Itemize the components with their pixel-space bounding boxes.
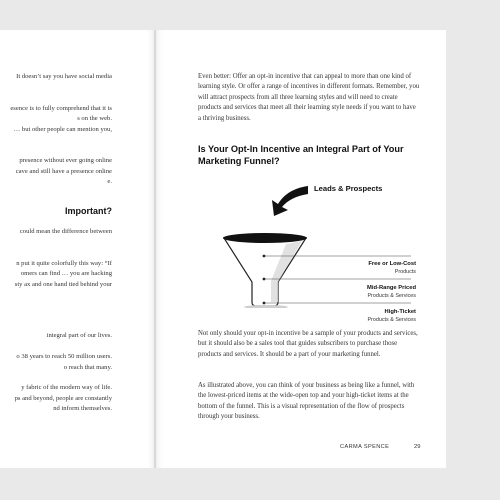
curved-arrow-icon <box>272 186 308 216</box>
funnel-opening <box>223 233 307 243</box>
paragraph-funnel-explanation <box>198 381 420 423</box>
funnel-shadow <box>244 305 288 308</box>
left-line: … but other people can mention you, <box>13 126 112 133</box>
left-page <box>0 30 154 468</box>
left-line: nd inform themselves. <box>53 405 112 412</box>
tier-label-free <box>368 261 416 276</box>
paragraph-text: As illustrated above, you can think of your business as being like a funnel, with the lowest-priced items at the wide-open top and your high-ticket items at the bottom of the funnel. This is a visual representation of the flow of prospects through your business. <box>198 382 415 421</box>
left-heading: Important? <box>65 206 112 216</box>
tier-title: Free or Low-Cost <box>368 261 416 267</box>
footer-author: CARMA SPENCE <box>340 444 390 450</box>
page-number: 29 <box>414 444 421 450</box>
left-line: esence is to fully comprehend that it is <box>10 105 112 112</box>
funnel-title: Leads & Prospects <box>314 184 383 193</box>
tier-subtitle: Products <box>394 268 416 275</box>
paragraph-text: Not only should your opt-in incentive be a sample of your products and services, but it should also be a sales tool that guides subscribers to purchase those products and services. It should be a part of your marketing funnel. <box>198 330 418 358</box>
left-line: presence without ever going online <box>19 157 112 164</box>
tier-label-mid <box>367 285 416 300</box>
paragraph-text: Even better: Offer an opt-in incentive that can appeal to more than one kind of learning style. Or offer a range of incentives in different formats. Remember, you will attract prospects from all three learning styles and will need to create products and services that meet all their learning style needs if you want to have a thriving business. <box>198 73 420 122</box>
paragraph-sales-tool <box>198 329 420 360</box>
left-line: cave and still have a presence online <box>15 168 112 175</box>
left-line: y fabric of the modern way of life. <box>21 384 112 391</box>
funnel-illustration <box>216 178 416 323</box>
tier-title: Mid-Range Priced <box>367 285 416 291</box>
section-heading: Is Your Opt-In Incentive an Integral Part of Your Marketing Funnel? <box>198 144 404 166</box>
tier-title: High-Ticket <box>384 309 416 315</box>
left-line: ps and beyond, people are constantly <box>14 395 112 402</box>
left-line: could mean the difference between <box>19 228 112 235</box>
tier-subtitle: Products & Services <box>367 316 416 323</box>
right-page <box>156 30 446 468</box>
left-line: e. <box>107 178 112 185</box>
left-line: o reach that many. <box>63 364 112 371</box>
left-line: o 38 years to reach 50 million users. <box>16 353 112 360</box>
left-line: sty ax and one hand tied behind your <box>14 281 112 288</box>
left-line: It doesn’t say you have social media <box>16 73 112 80</box>
tier-label-high <box>367 309 416 324</box>
left-line: integral part of our lives. <box>46 332 112 339</box>
paragraph-opt-in-learning-styles <box>198 72 420 124</box>
tier-subtitle: Products & Services <box>367 292 416 299</box>
left-line: n put it quite colorfully this way: “If <box>16 260 112 267</box>
left-line: s on the web. <box>77 115 112 122</box>
left-line: omers can find … you are hacking <box>20 270 112 277</box>
